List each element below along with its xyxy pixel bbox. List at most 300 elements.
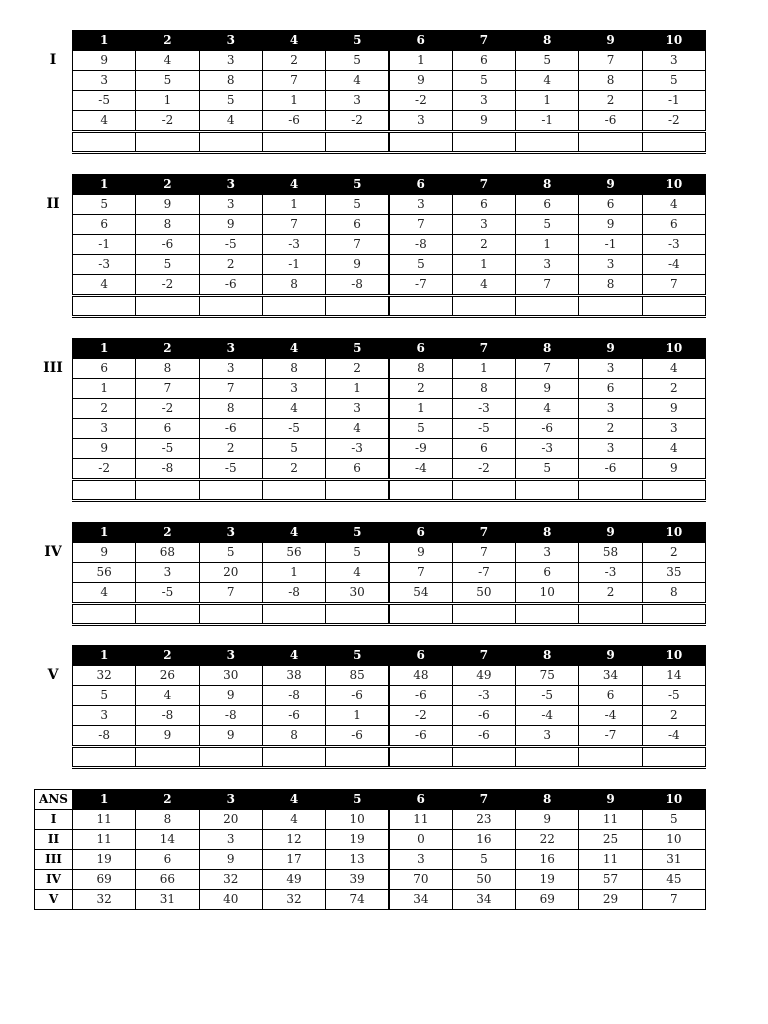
number-cell: -6 xyxy=(389,726,452,747)
number-cell: 8 xyxy=(262,359,325,379)
number-cell: 3 xyxy=(73,419,136,439)
number-cell: -5 xyxy=(136,439,199,459)
section-label: V xyxy=(47,667,59,683)
answer-cell: 14 xyxy=(136,830,199,850)
column-header: 2 xyxy=(136,790,199,810)
number-cell: 3 xyxy=(389,111,452,132)
column-header: 5 xyxy=(326,646,389,666)
header-row xyxy=(73,339,706,359)
number-cell: -3 xyxy=(262,235,325,255)
answer-cell: 4 xyxy=(262,810,325,830)
answer-cell: 74 xyxy=(326,890,389,910)
number-cell: -3 xyxy=(579,563,642,583)
number-cell: -5 xyxy=(199,235,262,255)
number-cell: 9 xyxy=(73,543,136,563)
number-cell: 4 xyxy=(516,399,579,419)
number-cell: 2 xyxy=(642,706,705,726)
number-cell: -2 xyxy=(389,91,452,111)
number-cell: 3 xyxy=(579,439,642,459)
answer-input-cell[interactable] xyxy=(326,604,389,625)
number-cell: 26 xyxy=(136,666,199,686)
number-cell: -7 xyxy=(389,275,452,296)
number-cell: 3 xyxy=(262,379,325,399)
table-row xyxy=(73,195,706,215)
number-cell: -6 xyxy=(326,686,389,706)
number-cell: 7 xyxy=(326,235,389,255)
column-header: 7 xyxy=(452,646,515,666)
answer-cell: 32 xyxy=(262,890,325,910)
table-row xyxy=(73,275,706,296)
number-cell: 56 xyxy=(262,543,325,563)
number-cell: -5 xyxy=(516,686,579,706)
answer-input-cell[interactable] xyxy=(136,296,199,317)
number-cell: -1 xyxy=(262,255,325,275)
column-header: 3 xyxy=(199,523,262,543)
number-cell: 1 xyxy=(389,51,452,71)
answer-input-cell[interactable] xyxy=(452,296,515,317)
column-header: 10 xyxy=(642,790,705,810)
answer-input-cell[interactable] xyxy=(389,296,452,317)
table-row xyxy=(73,235,706,255)
number-cell: 8 xyxy=(579,275,642,296)
number-cell: 9 xyxy=(73,439,136,459)
answer-input-cell[interactable] xyxy=(199,747,262,768)
answer-cell: 45 xyxy=(642,870,705,890)
answer-input-cell[interactable] xyxy=(452,604,515,625)
number-cell: 9 xyxy=(452,111,515,132)
number-cell: 4 xyxy=(199,111,262,132)
answer-cell: 11 xyxy=(73,810,136,830)
number-cell: 8 xyxy=(642,583,705,604)
number-cell: -6 xyxy=(452,706,515,726)
answer-input-cell[interactable] xyxy=(73,480,136,501)
column-header: 4 xyxy=(262,175,325,195)
number-cell: 4 xyxy=(642,359,705,379)
number-cell: -3 xyxy=(452,399,515,419)
answer-input-cell[interactable] xyxy=(73,296,136,317)
number-cell: 4 xyxy=(73,111,136,132)
column-header: 7 xyxy=(452,790,515,810)
number-cell: -5 xyxy=(452,419,515,439)
answer-cell: 22 xyxy=(516,830,579,850)
number-cell: -3 xyxy=(452,686,515,706)
number-cell: -4 xyxy=(389,459,452,480)
header-row xyxy=(73,523,706,543)
column-header: 1 xyxy=(73,175,136,195)
answer-cell: 0 xyxy=(389,830,452,850)
number-cell: 6 xyxy=(579,195,642,215)
number-cell: 9 xyxy=(199,726,262,747)
number-cell: 3 xyxy=(389,195,452,215)
answer-cell: 7 xyxy=(642,890,705,910)
answer-cell: 25 xyxy=(579,830,642,850)
answer-cell: 57 xyxy=(579,870,642,890)
number-cell: 6 xyxy=(326,459,389,480)
answer-cell: 66 xyxy=(136,870,199,890)
number-cell: 5 xyxy=(326,195,389,215)
number-cell: 5 xyxy=(516,51,579,71)
column-header: 6 xyxy=(389,790,452,810)
column-header: 3 xyxy=(199,31,262,51)
column-header: 8 xyxy=(516,523,579,543)
number-cell: 4 xyxy=(262,399,325,419)
answer-input-cell[interactable] xyxy=(579,132,642,153)
number-cell: -1 xyxy=(516,111,579,132)
number-cell: -6 xyxy=(516,419,579,439)
table-row xyxy=(73,111,706,132)
answer-cell: 19 xyxy=(326,830,389,850)
column-header: 1 xyxy=(73,339,136,359)
column-header: 10 xyxy=(642,175,705,195)
answer-input-cell[interactable] xyxy=(642,747,705,768)
answer-input-cell[interactable] xyxy=(199,480,262,501)
number-cell: -5 xyxy=(262,419,325,439)
number-cell: -1 xyxy=(642,91,705,111)
number-cell: -8 xyxy=(262,583,325,604)
number-cell: -8 xyxy=(73,726,136,747)
column-header: 10 xyxy=(642,646,705,666)
answer-input-cell[interactable] xyxy=(262,132,325,153)
number-cell: 2 xyxy=(579,91,642,111)
number-cell: 7 xyxy=(452,543,515,563)
answer-input-cell[interactable] xyxy=(326,132,389,153)
number-cell: 7 xyxy=(389,215,452,235)
number-cell: -1 xyxy=(579,235,642,255)
problem-table xyxy=(72,174,706,318)
answer-input-cell[interactable] xyxy=(326,296,389,317)
answer-input-cell[interactable] xyxy=(516,604,579,625)
table-row xyxy=(73,379,706,399)
number-cell: 10 xyxy=(516,583,579,604)
column-header: 6 xyxy=(389,646,452,666)
number-cell: -6 xyxy=(579,459,642,480)
number-cell: 7 xyxy=(199,583,262,604)
number-cell: -6 xyxy=(199,419,262,439)
number-cell: 8 xyxy=(262,275,325,296)
table-row xyxy=(73,543,706,563)
answer-cell: 70 xyxy=(389,870,452,890)
number-cell: 5 xyxy=(452,71,515,91)
number-cell: -2 xyxy=(452,459,515,480)
number-cell: 5 xyxy=(262,439,325,459)
column-header: 1 xyxy=(73,523,136,543)
number-cell: 2 xyxy=(452,235,515,255)
number-cell: -4 xyxy=(516,706,579,726)
column-header: 9 xyxy=(579,790,642,810)
number-cell: 3 xyxy=(326,399,389,419)
answer-cell: 34 xyxy=(389,890,452,910)
number-cell: 3 xyxy=(199,195,262,215)
answer-input-cell[interactable] xyxy=(199,296,262,317)
number-cell: -6 xyxy=(579,111,642,132)
number-cell: -6 xyxy=(452,726,515,747)
number-cell: 68 xyxy=(136,543,199,563)
answer-input-cell[interactable] xyxy=(579,296,642,317)
answer-entry-row xyxy=(73,132,706,153)
answer-input-cell[interactable] xyxy=(262,604,325,625)
number-cell: -2 xyxy=(136,111,199,132)
number-cell: 5 xyxy=(199,91,262,111)
answer-cell: 9 xyxy=(516,810,579,830)
column-header: 3 xyxy=(199,175,262,195)
number-cell: -2 xyxy=(389,706,452,726)
answer-input-cell[interactable] xyxy=(516,480,579,501)
number-cell: 8 xyxy=(452,379,515,399)
answer-input-cell[interactable] xyxy=(516,132,579,153)
number-cell: 56 xyxy=(73,563,136,583)
number-cell: -7 xyxy=(579,726,642,747)
answer-input-cell[interactable] xyxy=(262,480,325,501)
number-cell: 5 xyxy=(326,51,389,71)
number-cell: 8 xyxy=(199,399,262,419)
answer-cell: 31 xyxy=(136,890,199,910)
number-cell: 5 xyxy=(136,71,199,91)
number-cell: 3 xyxy=(452,215,515,235)
answer-cell: 39 xyxy=(326,870,389,890)
table-row xyxy=(73,563,706,583)
answer-cell: 69 xyxy=(73,870,136,890)
row-label: I xyxy=(35,810,73,830)
number-cell: 5 xyxy=(516,215,579,235)
answer-cell: 49 xyxy=(262,870,325,890)
answer-cell: 10 xyxy=(326,810,389,830)
number-cell: -8 xyxy=(262,686,325,706)
number-cell: 4 xyxy=(642,439,705,459)
number-cell: 3 xyxy=(73,71,136,91)
answer-input-cell[interactable] xyxy=(136,132,199,153)
column-header: 5 xyxy=(326,790,389,810)
number-cell: 6 xyxy=(326,215,389,235)
number-cell: -6 xyxy=(262,111,325,132)
number-cell: -8 xyxy=(199,706,262,726)
number-cell: 2 xyxy=(389,379,452,399)
column-header: 1 xyxy=(73,790,136,810)
number-cell: 30 xyxy=(326,583,389,604)
number-cell: 9 xyxy=(73,51,136,71)
answer-input-cell[interactable] xyxy=(73,604,136,625)
column-header: 3 xyxy=(199,790,262,810)
number-cell: 75 xyxy=(516,666,579,686)
number-cell: 2 xyxy=(326,359,389,379)
column-header: 2 xyxy=(136,523,199,543)
number-cell: -3 xyxy=(516,439,579,459)
table-row xyxy=(73,459,706,480)
number-cell: 2 xyxy=(262,459,325,480)
number-cell: 49 xyxy=(452,666,515,686)
number-cell: -2 xyxy=(136,399,199,419)
answer-input-cell[interactable] xyxy=(136,747,199,768)
column-header: 6 xyxy=(389,339,452,359)
answer-cell: 6 xyxy=(136,850,199,870)
number-cell: 48 xyxy=(389,666,452,686)
table-row xyxy=(73,583,706,604)
number-cell: -3 xyxy=(73,255,136,275)
answer-input-cell[interactable] xyxy=(579,747,642,768)
number-cell: -2 xyxy=(642,111,705,132)
table-row xyxy=(73,255,706,275)
column-header: 4 xyxy=(262,646,325,666)
number-cell: 6 xyxy=(73,359,136,379)
answer-input-cell[interactable] xyxy=(389,132,452,153)
row-label: V xyxy=(35,890,73,910)
answer-input-cell[interactable] xyxy=(579,604,642,625)
answer-cell: 16 xyxy=(452,830,515,850)
number-cell: 4 xyxy=(136,51,199,71)
number-cell: -2 xyxy=(326,111,389,132)
answer-input-cell[interactable] xyxy=(326,747,389,768)
number-cell: -8 xyxy=(136,706,199,726)
header-row xyxy=(35,790,706,810)
answer-cell: 13 xyxy=(326,850,389,870)
number-cell: 3 xyxy=(199,359,262,379)
number-cell: 7 xyxy=(516,275,579,296)
answer-input-cell[interactable] xyxy=(642,132,705,153)
number-cell: 3 xyxy=(326,91,389,111)
number-cell: 3 xyxy=(136,563,199,583)
number-cell: 4 xyxy=(326,419,389,439)
column-header: 5 xyxy=(326,175,389,195)
number-cell: 9 xyxy=(642,459,705,480)
answer-input-cell[interactable] xyxy=(389,604,452,625)
table-row xyxy=(73,71,706,91)
answer-cell: 34 xyxy=(452,890,515,910)
number-cell: 1 xyxy=(262,91,325,111)
number-cell: 8 xyxy=(579,71,642,91)
answer-cell: 10 xyxy=(642,830,705,850)
number-cell: 8 xyxy=(136,359,199,379)
table-row xyxy=(73,726,706,747)
answer-cell: 19 xyxy=(516,870,579,890)
answer-input-cell[interactable] xyxy=(389,480,452,501)
number-cell: -2 xyxy=(73,459,136,480)
number-cell: 5 xyxy=(73,686,136,706)
number-cell: -8 xyxy=(389,235,452,255)
answer-input-cell[interactable] xyxy=(199,132,262,153)
table-row xyxy=(35,890,706,910)
number-cell: 85 xyxy=(326,666,389,686)
answer-input-cell[interactable] xyxy=(579,480,642,501)
answer-input-cell[interactable] xyxy=(452,480,515,501)
column-header: 2 xyxy=(136,339,199,359)
number-cell: 4 xyxy=(326,71,389,91)
answer-input-cell[interactable] xyxy=(642,480,705,501)
number-cell: 5 xyxy=(516,459,579,480)
answer-entry-row xyxy=(73,480,706,501)
table-row xyxy=(73,419,706,439)
answer-input-cell[interactable] xyxy=(136,480,199,501)
column-header: 6 xyxy=(389,31,452,51)
number-cell: 1 xyxy=(326,379,389,399)
answer-input-cell[interactable] xyxy=(389,747,452,768)
answer-cell: 29 xyxy=(579,890,642,910)
number-cell: 9 xyxy=(579,215,642,235)
answer-input-cell[interactable] xyxy=(516,296,579,317)
answer-input-cell[interactable] xyxy=(642,296,705,317)
problem-table xyxy=(72,30,706,154)
section-label: II xyxy=(46,196,60,212)
problem-table xyxy=(72,522,706,626)
number-cell: -4 xyxy=(642,255,705,275)
column-header: 10 xyxy=(642,339,705,359)
number-cell: 30 xyxy=(199,666,262,686)
section-label: IV xyxy=(44,544,62,560)
number-cell: 3 xyxy=(516,255,579,275)
answer-input-cell[interactable] xyxy=(516,747,579,768)
number-cell: -7 xyxy=(452,563,515,583)
number-cell: 1 xyxy=(262,195,325,215)
answer-input-cell[interactable] xyxy=(642,604,705,625)
column-header: 7 xyxy=(452,339,515,359)
table-row xyxy=(73,666,706,686)
answer-input-cell[interactable] xyxy=(199,604,262,625)
answer-cell: 20 xyxy=(199,810,262,830)
answer-cell: 23 xyxy=(452,810,515,830)
number-cell: 7 xyxy=(642,275,705,296)
answer-cell: 11 xyxy=(579,850,642,870)
number-cell: -3 xyxy=(642,235,705,255)
answer-input-cell[interactable] xyxy=(262,296,325,317)
number-cell: 6 xyxy=(73,215,136,235)
number-cell: 1 xyxy=(262,563,325,583)
answer-input-cell[interactable] xyxy=(452,132,515,153)
column-header: 4 xyxy=(262,339,325,359)
column-header: 8 xyxy=(516,339,579,359)
number-cell: 7 xyxy=(199,379,262,399)
number-cell: 4 xyxy=(516,71,579,91)
number-cell: 1 xyxy=(73,379,136,399)
number-cell: 9 xyxy=(136,195,199,215)
column-header: 4 xyxy=(262,523,325,543)
number-cell: 3 xyxy=(579,399,642,419)
number-cell: 2 xyxy=(199,439,262,459)
number-cell: 3 xyxy=(642,51,705,71)
number-cell: -8 xyxy=(326,275,389,296)
number-cell: 3 xyxy=(579,255,642,275)
answer-input-cell[interactable] xyxy=(136,604,199,625)
table-row xyxy=(35,810,706,830)
number-cell: 4 xyxy=(73,583,136,604)
number-cell: -4 xyxy=(579,706,642,726)
column-header: 5 xyxy=(326,523,389,543)
number-cell: 50 xyxy=(452,583,515,604)
number-cell: 5 xyxy=(199,543,262,563)
number-cell: -5 xyxy=(199,459,262,480)
number-cell: -9 xyxy=(389,439,452,459)
answer-cell: 12 xyxy=(262,830,325,850)
column-header: 7 xyxy=(452,31,515,51)
table-row xyxy=(35,850,706,870)
number-cell: 3 xyxy=(579,359,642,379)
number-cell: 9 xyxy=(326,255,389,275)
number-cell: 7 xyxy=(516,359,579,379)
answer-input-cell[interactable] xyxy=(452,747,515,768)
answer-entry-row xyxy=(73,747,706,768)
number-cell: -1 xyxy=(73,235,136,255)
number-cell: 2 xyxy=(579,419,642,439)
column-header: 1 xyxy=(73,646,136,666)
number-cell: 34 xyxy=(579,666,642,686)
answer-input-cell[interactable] xyxy=(326,480,389,501)
table-row xyxy=(73,91,706,111)
column-header: 3 xyxy=(199,339,262,359)
column-header: 2 xyxy=(136,175,199,195)
number-cell: 54 xyxy=(389,583,452,604)
answer-input-cell[interactable] xyxy=(262,747,325,768)
answer-input-cell[interactable] xyxy=(73,132,136,153)
number-cell: 35 xyxy=(642,563,705,583)
number-cell: 8 xyxy=(389,359,452,379)
answer-input-cell[interactable] xyxy=(73,747,136,768)
